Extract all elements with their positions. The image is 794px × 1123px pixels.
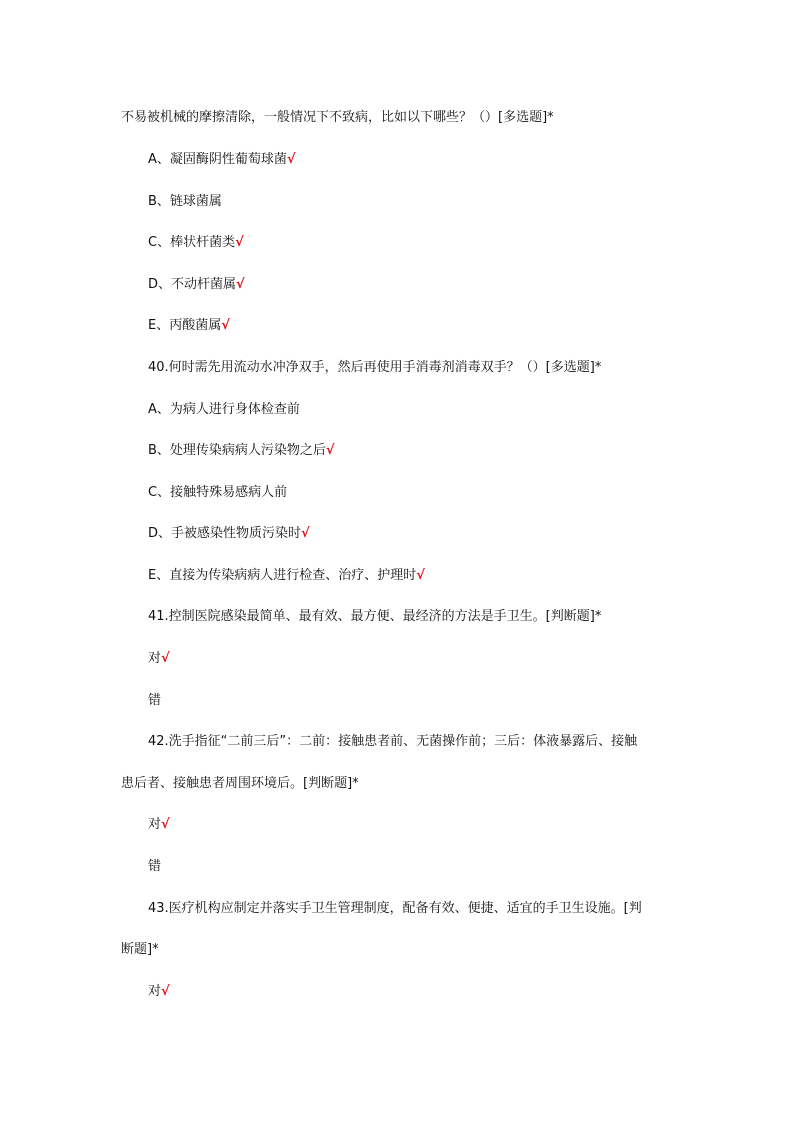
option-39-e: E、丙酸菌属√ [148,318,230,333]
check-mark-icon: √ [236,277,245,292]
option-41-false: 错 [148,693,162,708]
question-40-text: 40.何时需先用流动水冲净双手，然后再使用手消毒剂消毒双手？（）[多选题]* [148,360,602,375]
check-mark-icon: √ [325,443,335,458]
question-43-text-continued: 断题]* [121,942,159,957]
check-mark-icon: √ [301,526,310,541]
option-42-false: 错 [148,859,162,874]
check-mark-icon: √ [161,651,170,666]
option-43-true: 对√ [148,984,170,999]
option-39-c: C、棒状杆菌类√ [148,235,244,250]
option-40-c: C、接触特殊易感病人前 [148,485,288,500]
option-40-e: E、直接为传染病病人进行检查、治疗、护理时√ [148,568,425,583]
option-39-d: D、不动杆菌属√ [148,277,245,292]
option-40-a: A、为病人进行身体检查前 [148,402,300,417]
question-43-text: 43.医疗机构应制定并落实手卫生管理制度，配备有效、便捷、适宜的手卫生设施。[判 [148,901,642,916]
check-mark-icon: √ [161,817,170,832]
check-mark-icon: √ [286,152,296,167]
question-41-text: 41.控制医院感染最简单、最有效、最方便、最经济的方法是手卫生。[判断题]* [148,609,602,624]
option-39-b: B、链球菌属 [148,194,222,209]
option-39-a: A、凝固酶阴性葡萄球菌√ [148,152,296,167]
question-42-text: 42.洗手指征“二前三后”：二前：接触患者前、无菌操作前；三后：体液暴露后、接触 [148,734,638,749]
question-42-text-continued: 患后者、接触患者周围环境后。[判断题]* [121,776,359,791]
question-39-text-continued: 不易被机械的摩擦清除，一般情况下不致病，比如以下哪些？（）[多选题]* [121,110,554,125]
option-40-b: B、处理传染病病人污染物之后√ [148,443,335,458]
check-mark-icon: √ [235,235,244,250]
option-41-true: 对√ [148,651,170,666]
option-42-true: 对√ [148,817,170,832]
check-mark-icon: √ [416,568,425,583]
check-mark-icon: √ [221,318,230,333]
check-mark-icon: √ [161,984,170,999]
option-40-d: D、手被感染性物质污染时√ [148,526,310,541]
